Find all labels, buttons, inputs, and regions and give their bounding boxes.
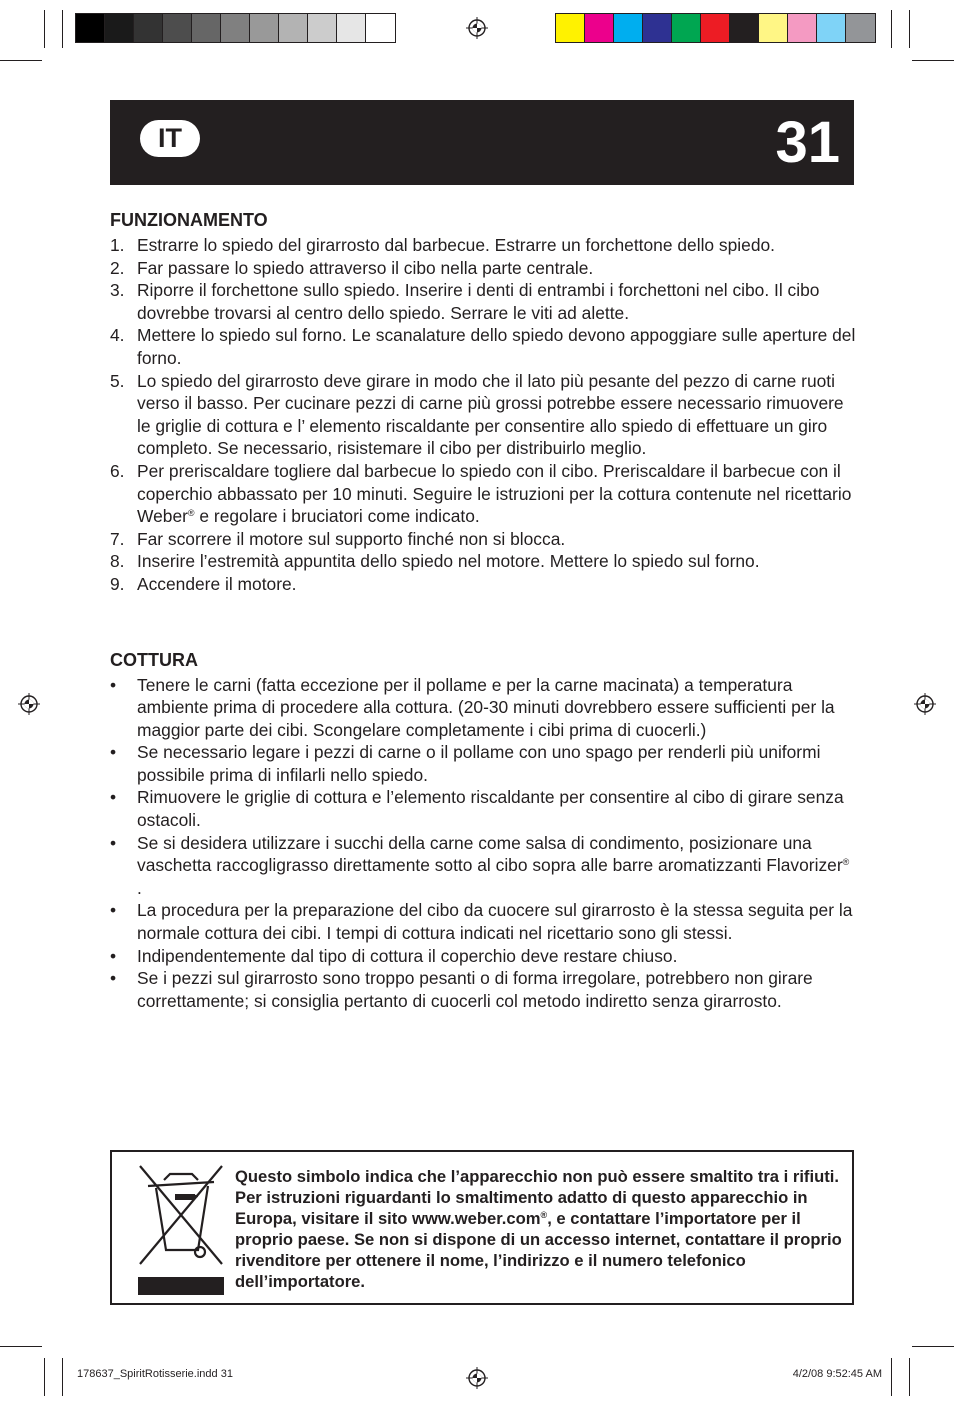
list-marker: 5.	[110, 370, 125, 391]
list-item-text: Far passare lo spiedo attraverso il cibo nella parte centrale.	[137, 257, 594, 278]
crop-mark	[44, 1358, 45, 1396]
crop-mark	[909, 10, 910, 48]
main-content	[110, 206, 856, 1012]
registration-mark-icon	[914, 693, 936, 715]
list-marker: •	[110, 787, 117, 808]
list-item-text: Indipendentemente dal tipo di cottura il coperchio deve restare chiuso.	[137, 945, 678, 966]
crop-mark	[909, 1358, 910, 1396]
color-swatch	[308, 14, 337, 42]
list-marker: •	[110, 674, 117, 695]
list-item	[110, 786, 856, 831]
section-title-funzionamento: FUNZIONAMENTO	[110, 210, 268, 230]
funzionamento-steps	[110, 234, 856, 596]
list-item-text: Lo spiedo del girarrosto deve girare in modo che il lato più pesante del pezzo di carne ruoti verso il basso. Per cucinare pezzi di carne più grossi potrebbe essere necessario rimuovere le griglie di cottura e l’ elemento riscaldante per consentire allo spiedo di effettuare un giro completo. Se necessario, risistemare il cibo per distribuirlo meglio.	[137, 370, 844, 459]
list-marker: •	[110, 945, 117, 966]
list-item	[110, 370, 856, 460]
list-item-text: Se necessario legare i pezzi di carne o il pollame con uno spago per renderli più uniformi possibile prima di infilarli nello spiedo.	[137, 742, 821, 785]
color-swatch	[134, 14, 163, 42]
list-item	[110, 832, 856, 900]
color-swatch	[163, 14, 192, 42]
list-item-text: Inserire l’estremità appuntita dello spiedo nel motore. Mettere lo spiedo sul forno.	[137, 551, 760, 572]
list-item	[110, 234, 856, 257]
color-swatch	[730, 14, 759, 42]
list-marker: 6.	[110, 460, 125, 481]
crop-mark	[0, 1346, 42, 1347]
crop-mark	[62, 1358, 63, 1396]
list-item	[110, 573, 856, 596]
list-marker: •	[110, 832, 117, 853]
process-color-bar	[555, 13, 876, 43]
color-swatch	[759, 14, 788, 42]
list-marker: •	[110, 900, 117, 921]
list-item-text: Tenere le carni (fatta eccezione per il pollame e per la carne macinata) a temperatura ambiente prima di procedere alla cottura. (20-30 minuti dovrebbero essere sufficienti per la maggior parte dei cibi. Scongelare completamente i cibi prima di cuocerli.)	[137, 674, 835, 740]
list-item	[110, 460, 856, 528]
page-number: 31	[775, 110, 840, 175]
list-item	[110, 741, 856, 786]
list-item-text: Riporre il forchettone sullo spiedo. Inserire i denti di entrambi i forchettoni nel cibo. Il cibo dovrebbe trovarsi al centro dello spiedo. Serrare le viti ad alette.	[137, 280, 820, 323]
color-swatch	[846, 14, 875, 42]
color-swatch	[585, 14, 614, 42]
list-item-text: Rimuovere le griglie di cottura e l’elemento riscaldante per consentire al cibo di girare senza ostacoli.	[137, 787, 844, 831]
color-swatch	[76, 14, 105, 42]
color-swatch	[192, 14, 221, 42]
list-marker: 9.	[110, 573, 125, 594]
crop-mark	[912, 1346, 954, 1347]
list-item-text: Mettere lo spiedo sul forno. Le scanalature dello spiedo devono appoggiare sulle aperture del forno.	[137, 325, 856, 368]
crop-mark	[912, 60, 954, 61]
list-item-text: Se i pezzi sul girarrosto sono troppo pesanti o di forma irregolare, potrebbero non girare correttamente; si consiglia pertanto di cuocerli col metodo indiretto senza girarrosto.	[137, 968, 813, 1011]
list-item	[110, 967, 856, 1012]
list-item-text: Se si desidera utilizzare i succhi della carne come salsa di condimento, posizionare una vaschetta raccogligrasso direttamente sotto al cibo sopra alle barre aromatizzanti Flavorizer® .	[137, 832, 850, 898]
section-title-cottura: COTTURA	[110, 649, 198, 670]
language-badge: IT	[140, 120, 200, 157]
registration-mark-icon	[466, 17, 488, 39]
color-swatch	[250, 14, 279, 42]
color-swatch	[105, 14, 134, 42]
color-swatch	[556, 14, 585, 42]
list-item	[110, 899, 856, 944]
list-item	[110, 945, 856, 968]
disposal-notice-text: Questo simbolo indica che l’apparecchio non può essere smaltito tra i rifiuti. Per istruzioni riguardanti lo smaltimento adatto di questo apparecchio in Europa, visitare il sito www.weber.com®, e contattare l’importatore per il proprio paese. Se non si dispone di un accesso internet, contattare il proprio rivenditore per ottenere il nome, l’indirizzo e il numero telefonico dell’importatore.	[235, 1167, 842, 1291]
footer-timestamp: 4/2/08 9:52:45 AM	[792, 1368, 882, 1380]
list-marker: 3.	[110, 280, 125, 301]
color-swatch	[672, 14, 701, 42]
registration-mark-icon	[466, 1367, 488, 1389]
crop-mark	[0, 60, 42, 61]
list-item	[110, 257, 856, 280]
color-swatch	[817, 14, 846, 42]
color-swatch	[337, 14, 366, 42]
crop-mark	[891, 10, 892, 48]
crossed-out-wheelie-bin-icon	[126, 1162, 236, 1297]
list-marker: •	[110, 968, 117, 989]
list-marker: 2.	[110, 257, 125, 278]
list-item-text: Estrarre lo spiedo del girarrosto dal barbecue. Estrarre un forchettone dello spiedo.	[137, 235, 776, 255]
disposal-notice	[110, 1150, 854, 1305]
list-marker: 7.	[110, 528, 125, 549]
page-header	[110, 100, 854, 185]
list-marker: 4.	[110, 325, 125, 346]
list-item-text: Per preriscaldare togliere dal barbecue lo spiedo con il cibo. Preriscaldare il barbecue con il coperchio abbassato per 10 minuti. Seguire le istruzioni per la cottura contenute nel ricettario Weber® e regolare i bruciatori come indicato.	[137, 460, 852, 527]
grayscale-color-bar	[75, 13, 396, 43]
list-marker: •	[110, 742, 117, 763]
color-swatch	[643, 14, 672, 42]
color-swatch	[701, 14, 730, 42]
color-swatch	[279, 14, 308, 42]
list-marker: 1.	[110, 235, 125, 255]
footer-file-name: 178637_SpiritRotisserie.indd 31	[77, 1368, 233, 1380]
list-marker: 8.	[110, 551, 125, 572]
color-swatch	[366, 14, 395, 42]
crop-mark	[62, 10, 63, 48]
cottura-tips	[110, 674, 856, 1013]
list-item	[110, 279, 856, 324]
registration-mark-icon	[18, 693, 40, 715]
color-swatch	[788, 14, 817, 42]
list-item	[110, 324, 856, 369]
list-item-text: La procedura per la preparazione del cibo da cuocere sul girarrosto è la stessa seguita per la normale cottura dei cibi. I tempi di cottura indicati nel ricettario sono gli stessi.	[137, 900, 853, 944]
list-item	[110, 528, 856, 551]
list-item	[110, 674, 856, 742]
color-swatch	[614, 14, 643, 42]
color-swatch	[221, 14, 250, 42]
list-item-text: Accendere il motore.	[137, 573, 297, 594]
list-item-text: Far scorrere il motore sul supporto finché non si blocca.	[137, 528, 566, 549]
crop-mark	[44, 10, 45, 48]
crop-mark	[891, 1358, 892, 1396]
list-item	[110, 550, 856, 573]
